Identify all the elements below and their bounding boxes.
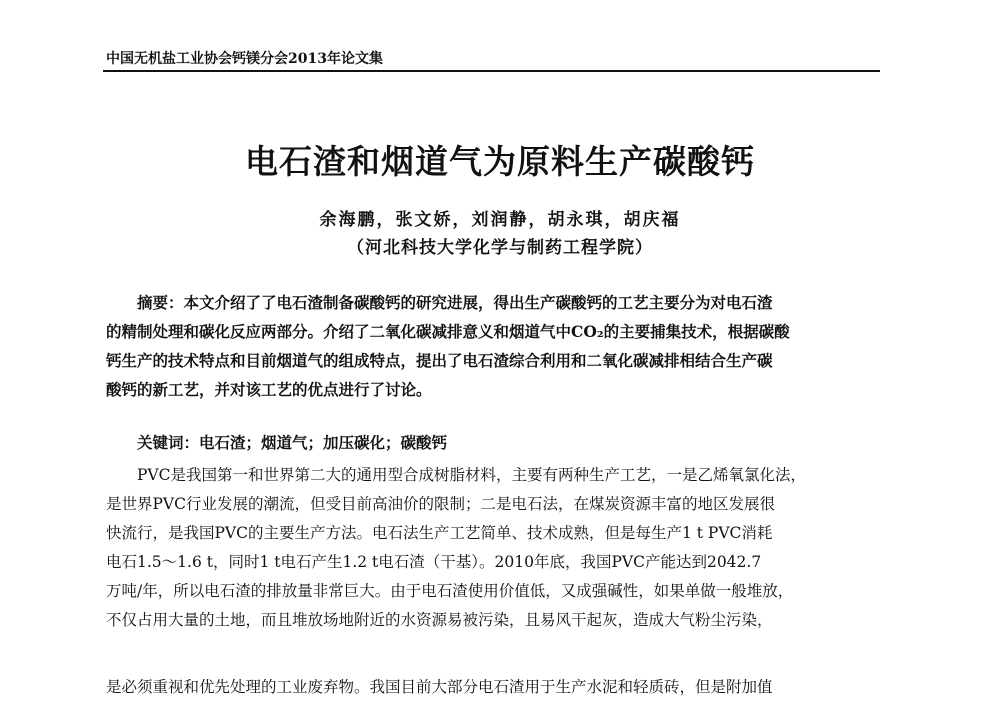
body-line: 是世界PVC行业发展的潮流，但受目前高油价的限制；二是电石法，在煤炭资源丰富的地区发展很 xyxy=(106,495,775,513)
body-line: PVC是我国第一和世界第二大的通用型合成树脂材料，主要有两种生产工艺，一是乙烯氧氯化法， xyxy=(137,466,806,484)
keywords xyxy=(106,428,880,457)
body-line: 万吨/年，所以电石渣的排放量非常巨大。由于电石渣使用价值低，又成强碱性，如果单做一般堆放， xyxy=(106,582,794,600)
abstract-line: 摘要：本文介绍了了电石渣制备碳酸钙的研究进展，得出生产碳酸钙的工艺主要分为对电石渣 xyxy=(137,293,773,312)
body-line: 电石1.5～1.6 t，同时1 t电石产生1.2 t电石渣（干基）。2010年底，我国PVC产能达到2042.7 xyxy=(106,553,762,571)
running-header: 中国无机盐工业协会钙镁分会2013年论文集 xyxy=(106,51,383,67)
header-rule xyxy=(103,70,880,72)
paper-title: 电石渣和烟道气为原料生产碳酸钙 xyxy=(245,142,755,181)
body-line: 快流行，是我国PVC的主要生产方法。电石法生产工艺简单、技术成熟，但是每生产1 t PVC消耗 xyxy=(106,524,773,542)
body-line: 不仅占用大量的土地，而且堆放场地附近的水资源易被污染，且易风干起灰，造成大气粉尘污染， xyxy=(106,611,773,629)
abstract-line: 钙生产的技术特点和目前烟道气的组成特点，提出了电石渣综合利用和二氧化碳减排相结合生产碳 xyxy=(106,351,773,370)
abstract-label: 摘要： xyxy=(137,293,184,312)
keywords-label: 关键词： xyxy=(137,433,200,452)
abstract-line: 的精制处理和碳化反应两部分。介绍了二氧化碳减排意义和烟道气中CO₂的主要捕集技术，根据碳酸 xyxy=(106,322,790,341)
body-paragraph xyxy=(106,461,880,635)
abstract-line: 酸钙的新工艺，并对该工艺的优点进行了讨论。 xyxy=(106,380,432,399)
author-list: 余海鹏，张文娇，刘润静，胡永琪，胡庆福 xyxy=(319,210,681,230)
affiliation: （河北科技大学化学与制药工程学院） xyxy=(347,238,653,258)
body-line-partial: 是必须重视和优先处理的工业废弃物。我国目前大部分电石渣用于生产水泥和轻质砖，但是附加值 xyxy=(106,678,773,696)
keywords-text: 电石渣；烟道气；加压碳化；碳酸钙 xyxy=(199,433,448,452)
abstract xyxy=(106,288,880,404)
